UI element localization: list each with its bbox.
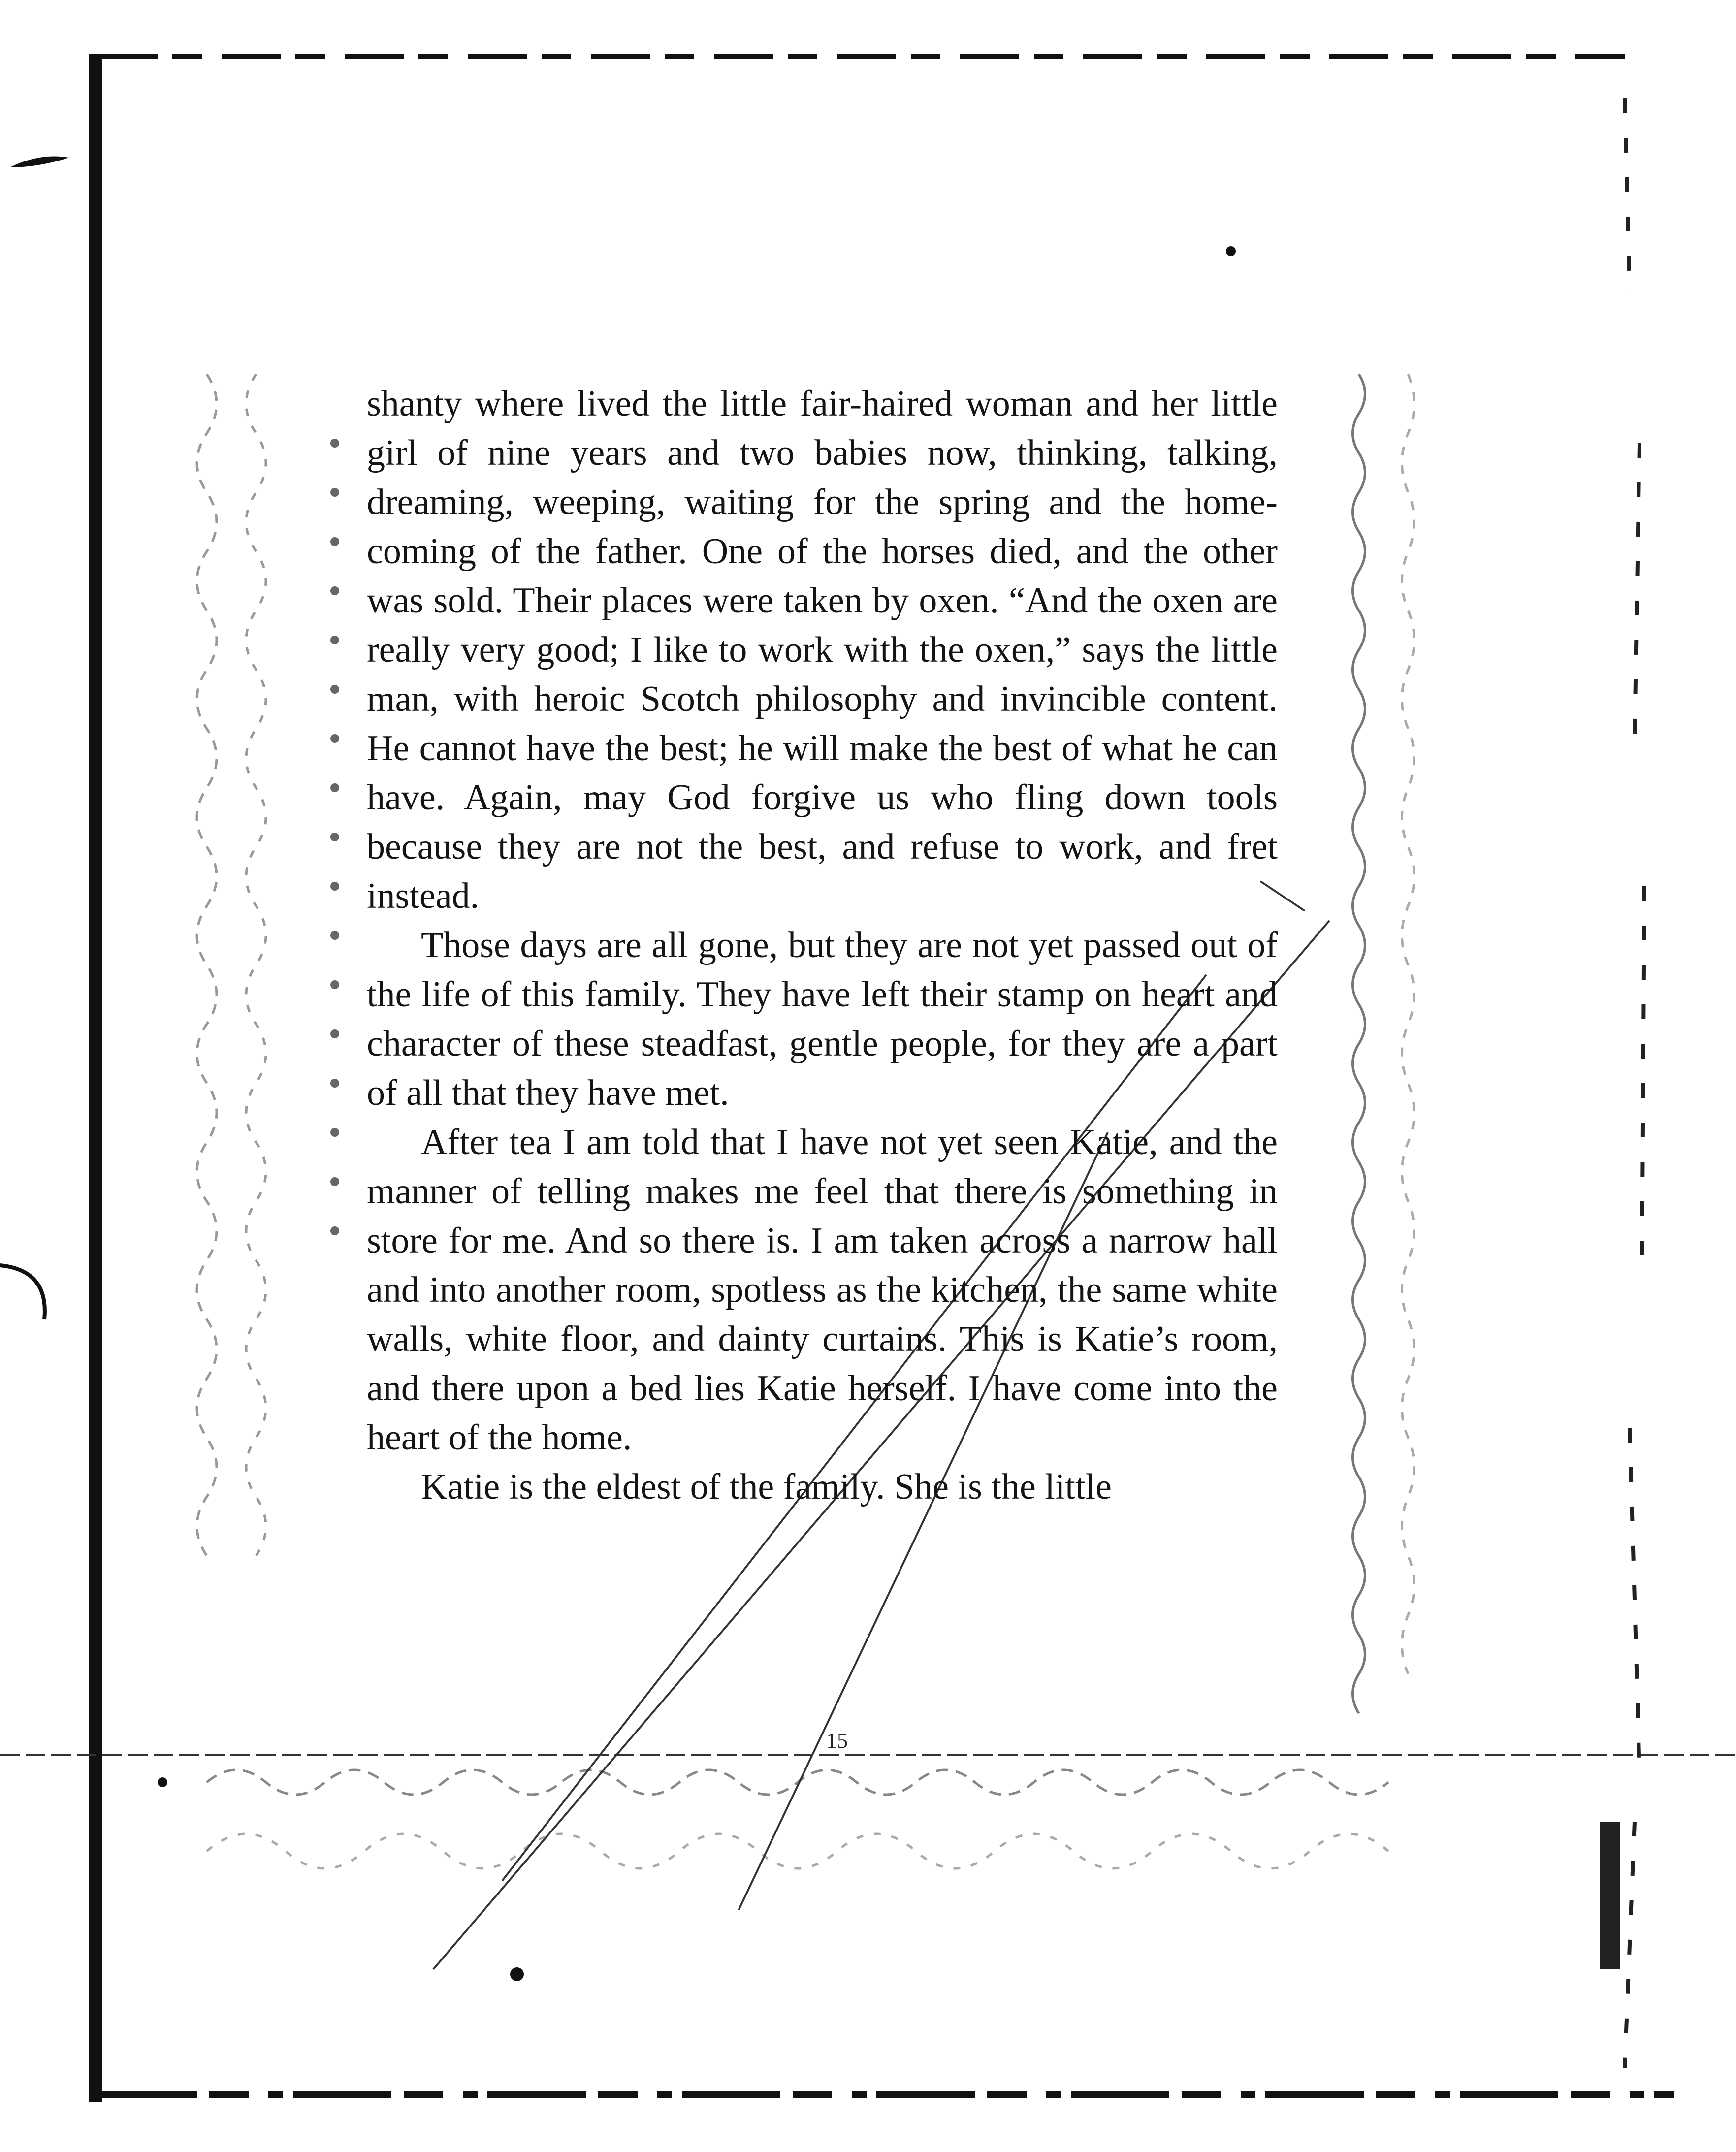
stray-arc — [0, 1265, 45, 1319]
left-glyph-chain — [330, 439, 339, 1235]
right-edge-speckles — [1600, 98, 1644, 2068]
right-ornament-chain — [1353, 374, 1415, 1713]
left-edge-bar — [89, 54, 102, 2102]
body-text — [367, 379, 1278, 1511]
paragraph-2: Those days are all gone, but they are not yet passed out of the life of this family. They have left their stamp on heart and character of these steadfast, gentle people, for they are a part of all that they have met. — [367, 925, 1278, 1113]
left-ornament-border — [197, 374, 266, 1556]
page-number: 15 — [826, 1729, 848, 1753]
paragraph-3: After tea I am told that I have not yet seen Katie, and the manner of telling makes me feel that there is something in store for me. And so there is. I am taken across a narrow hall and into another room, spotless as the kitchen, the same white walls, white floor, and dainty curtains. This is Katie’s room, and there upon a bed lies Katie herself. I have come into the heart of the home. — [367, 1122, 1278, 1458]
paragraph-4: Katie is the eldest of the family. She is the little — [421, 1467, 1112, 1507]
paragraph-1: shanty where lived the little fair-haired woman and her little girl of nine years and two babies now, thinking, talking, dreaming, weeping, waiting for the spring and the home-coming of the father. One of the horses died, and the other was sold. Their places were taken by oxen. “And the oxen are really very good; I like to work with the oxen,” says the little man, with heroic Scotch philosophy and invincible content. He cannot have the best; he will make the best of what he can have. Again, may God forgive us who fling down tools because they are not the best, and refuse to work, and fret instead. — [367, 384, 1278, 916]
